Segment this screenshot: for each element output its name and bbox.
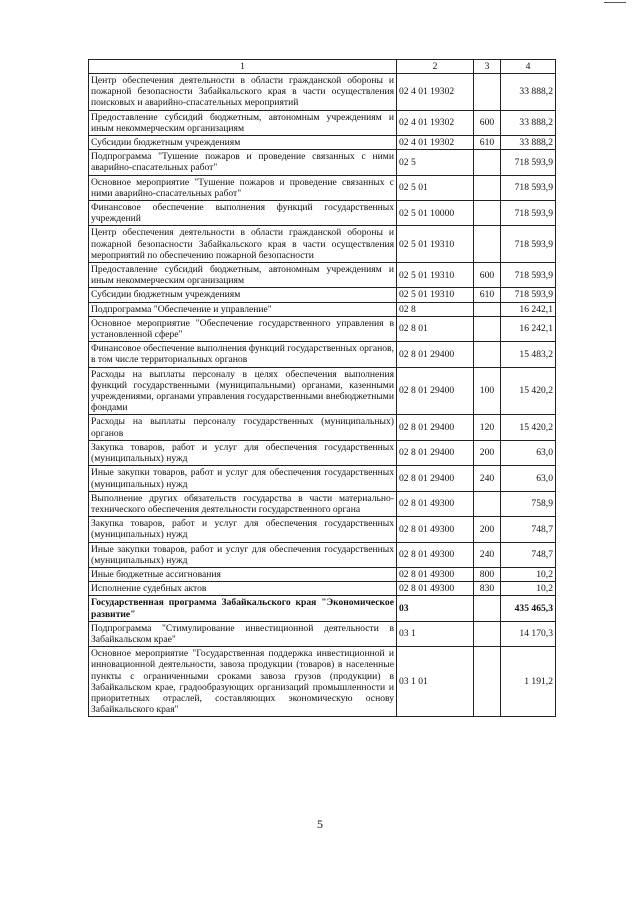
row-sum-cell: 14 170,3	[501, 621, 556, 646]
row-vr-cell	[474, 316, 501, 341]
row-name-cell: Основное мероприятие "Тушение пожаров и проведение связанных с ними аварийно-спасательных работ"	[89, 175, 397, 200]
row-vr-cell: 600	[474, 263, 501, 288]
row-sum-cell: 33 888,2	[501, 74, 556, 111]
row-code-cell: 02 8 01 49300	[397, 542, 474, 567]
row-sum-cell: 16 242,1	[501, 316, 556, 341]
row-name-cell: Закупка товаров, работ и услуг для обеспечения государственных (муниципальных) нужд	[89, 440, 397, 465]
row-code-cell: 03 1 01	[397, 647, 474, 717]
row-code-cell: 02 4 01 19302	[397, 74, 474, 111]
table-row	[89, 316, 556, 341]
table-row	[89, 136, 556, 150]
table-row	[89, 596, 556, 621]
table-row	[89, 201, 556, 226]
table-row	[89, 542, 556, 567]
row-vr-cell: 240	[474, 466, 501, 491]
row-vr-cell	[474, 74, 501, 111]
row-name-cell: Иные закупки товаров, работ и услуг для обеспечения государственных (муниципальных) нужд	[89, 542, 397, 567]
row-sum-cell: 10,2	[501, 567, 556, 581]
table-row	[89, 175, 556, 200]
table-row	[89, 415, 556, 440]
header-col-1: 1	[89, 60, 397, 74]
row-vr-cell	[474, 150, 501, 175]
row-sum-cell: 1 191,2	[501, 647, 556, 717]
row-vr-cell	[474, 621, 501, 646]
row-name-cell: Выполнение других обязательств государства в части материально-технического обеспечения деятельности государственного органа	[89, 491, 397, 516]
row-code-cell: 02 8 01	[397, 316, 474, 341]
row-code-cell: 02 5 01 10000	[397, 201, 474, 226]
row-vr-cell: 200	[474, 440, 501, 465]
row-vr-cell: 600	[474, 110, 501, 135]
row-sum-cell: 63,0	[501, 440, 556, 465]
row-vr-cell	[474, 226, 501, 263]
budget-table	[88, 59, 556, 717]
header-col-2: 2	[397, 60, 474, 74]
row-sum-cell: 33 888,2	[501, 136, 556, 150]
row-vr-cell: 830	[474, 582, 501, 596]
row-code-cell: 02 5 01	[397, 175, 474, 200]
row-sum-cell: 15 483,2	[501, 342, 556, 367]
table-row	[89, 517, 556, 542]
page-number: 5	[317, 817, 323, 831]
row-sum-cell: 63,0	[501, 466, 556, 491]
table-row	[89, 226, 556, 263]
row-code-cell: 02 8 01 49300	[397, 491, 474, 516]
row-sum-cell: 435 465,3	[501, 596, 556, 621]
row-name-cell: Предоставление субсидий бюджетным, автономным учреждениям и иным некоммерческим организациям	[89, 110, 397, 135]
row-code-cell: 02 8 01 29400	[397, 466, 474, 491]
row-name-cell: Иные закупки товаров, работ и услуг для обеспечения государственных (муниципальных) нужд	[89, 466, 397, 491]
row-name-cell: Подпрограмма "Стимулирование инвестиционной деятельности в Забайкальском крае"	[89, 621, 397, 646]
row-vr-cell	[474, 342, 501, 367]
row-code-cell: 03 1	[397, 621, 474, 646]
row-vr-cell: 100	[474, 367, 501, 415]
table-row	[89, 150, 556, 175]
scan-edge-mark	[604, 2, 626, 3]
row-code-cell: 02 4 01 19302	[397, 136, 474, 150]
budget-table-container	[88, 59, 555, 717]
row-name-cell: Расходы на выплаты персоналу государственных (муниципальных) органов	[89, 415, 397, 440]
row-code-cell: 02 4 01 19302	[397, 110, 474, 135]
row-vr-cell: 610	[474, 288, 501, 302]
row-sum-cell: 748,7	[501, 517, 556, 542]
row-code-cell: 02 8 01 29400	[397, 342, 474, 367]
row-code-cell: 02 5 01 19310	[397, 288, 474, 302]
row-name-cell: Исполнение судебных актов	[89, 582, 397, 596]
row-vr-cell: 240	[474, 542, 501, 567]
row-code-cell: 02 8 01 29400	[397, 440, 474, 465]
row-vr-cell: 120	[474, 415, 501, 440]
row-vr-cell	[474, 201, 501, 226]
table-row	[89, 342, 556, 367]
row-name-cell: Финансовое обеспечение выполнения функций государственных органов, в том числе территориальных органов	[89, 342, 397, 367]
row-name-cell: Основное мероприятие "Государственная поддержка инвестиционной и инновационной деятельности, завоза продукции (товаров) в населенные пункты с ограниченными сроками завоза грузов (продукции) в Забайкальском крае, градообразующих организаций промышленности и приоритетных отраслей, составляющих экономическую основу Забайкальского края"	[89, 647, 397, 717]
table-row	[89, 621, 556, 646]
row-code-cell: 02 8 01 49300	[397, 582, 474, 596]
table-row	[89, 302, 556, 316]
row-sum-cell: 16 242,1	[501, 302, 556, 316]
row-name-cell: Подпрограмма "Обеспечение и управление"	[89, 302, 397, 316]
header-col-3: 3	[474, 60, 501, 74]
table-row	[89, 582, 556, 596]
row-name-cell: Иные бюджетные ассигнования	[89, 567, 397, 581]
row-name-cell: Финансовое обеспечение выполнения функций государственных учреждений	[89, 201, 397, 226]
row-sum-cell: 758,9	[501, 491, 556, 516]
row-name-cell: Расходы на выплаты персоналу в целях обеспечения выполнения функций государственными (муниципальными) органами, казенными учреждениями, органами управления государственными внебюджетными фондами	[89, 367, 397, 415]
row-code-cell: 02 5	[397, 150, 474, 175]
row-code-cell: 02 5 01 19310	[397, 226, 474, 263]
table-header-row	[89, 60, 556, 74]
row-sum-cell: 718 593,9	[501, 150, 556, 175]
row-vr-cell: 800	[474, 567, 501, 581]
row-name-cell: Подпрограмма "Тушение пожаров и проведение связанных с ними аварийно-спасательных работ"	[89, 150, 397, 175]
row-code-cell: 03	[397, 596, 474, 621]
row-sum-cell: 33 888,2	[501, 110, 556, 135]
table-row	[89, 440, 556, 465]
row-sum-cell: 718 593,9	[501, 201, 556, 226]
row-sum-cell: 718 593,9	[501, 175, 556, 200]
table-row	[89, 74, 556, 111]
table-row	[89, 466, 556, 491]
row-sum-cell: 748,7	[501, 542, 556, 567]
row-sum-cell: 15 420,2	[501, 415, 556, 440]
row-name-cell: Центр обеспечения деятельности в области гражданской обороны и пожарной безопасности Забайкальского края в части осуществления поисковых и аварийно-спасательных мероприятий	[89, 74, 397, 111]
row-sum-cell: 718 593,9	[501, 263, 556, 288]
row-sum-cell: 718 593,9	[501, 288, 556, 302]
row-vr-cell	[474, 596, 501, 621]
table-row	[89, 647, 556, 717]
row-sum-cell: 10,2	[501, 582, 556, 596]
table-row	[89, 491, 556, 516]
row-code-cell: 02 5 01 19310	[397, 263, 474, 288]
row-vr-cell: 610	[474, 136, 501, 150]
header-col-4: 4	[501, 60, 556, 74]
row-sum-cell: 15 420,2	[501, 367, 556, 415]
row-sum-cell: 718 593,9	[501, 226, 556, 263]
row-code-cell: 02 8 01 29400	[397, 367, 474, 415]
row-name-cell: Закупка товаров, работ и услуг для обеспечения государственных (муниципальных) нужд	[89, 517, 397, 542]
row-vr-cell	[474, 647, 501, 717]
row-name-cell: Предоставление субсидий бюджетным, автономным учреждениям и иным некоммерческим организациям	[89, 263, 397, 288]
row-name-cell: Основное мероприятие "Обеспечение государственного управления в установленной сфере"	[89, 316, 397, 341]
table-row	[89, 367, 556, 415]
row-code-cell: 02 8	[397, 302, 474, 316]
table-row	[89, 110, 556, 135]
row-vr-cell	[474, 302, 501, 316]
table-row	[89, 263, 556, 288]
row-name-cell: Государственная программа Забайкальского края "Экономическое развитие"	[89, 596, 397, 621]
row-code-cell: 02 8 01 49300	[397, 517, 474, 542]
row-name-cell: Центр обеспечения деятельности в области гражданской обороны и пожарной безопасности Забайкальского края в части осуществления мероприятий по обеспечению пожарной безопасности	[89, 226, 397, 263]
row-name-cell: Субсидии бюджетным учреждениям	[89, 288, 397, 302]
row-vr-cell: 200	[474, 517, 501, 542]
row-code-cell: 02 8 01 29400	[397, 415, 474, 440]
row-vr-cell	[474, 491, 501, 516]
row-name-cell: Субсидии бюджетным учреждениям	[89, 136, 397, 150]
table-row	[89, 288, 556, 302]
row-code-cell: 02 8 01 49300	[397, 567, 474, 581]
table-row	[89, 567, 556, 581]
row-vr-cell	[474, 175, 501, 200]
